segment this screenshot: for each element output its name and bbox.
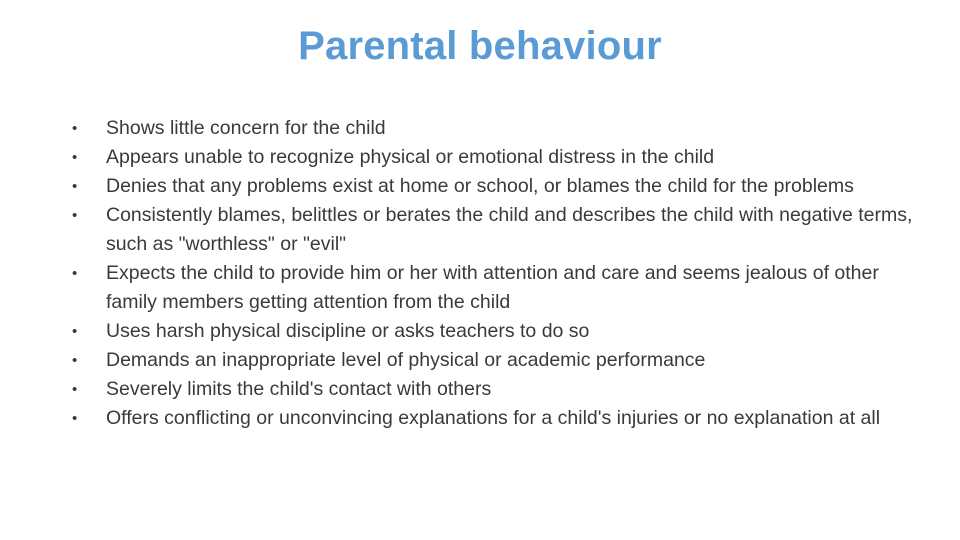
bullet-icon: • — [72, 381, 78, 398]
bullet-text: Expects the child to provide him or her with attention and care and seems jealous of other family members getting attention from the child — [106, 262, 879, 313]
bullet-text: Uses harsh physical discipline or asks teachers to do so — [106, 320, 590, 342]
list-item — [0, 317, 960, 346]
bullet-icon: • — [72, 265, 78, 282]
bullet-icon: • — [72, 323, 78, 340]
bullet-text: Shows little concern for the child — [106, 117, 386, 139]
list-item — [0, 259, 960, 317]
list-item — [0, 201, 960, 259]
list-item — [0, 143, 960, 172]
bullet-icon: • — [72, 207, 78, 224]
bullet-text: Severely limits the child's contact with others — [106, 378, 492, 400]
bullet-text: Offers conflicting or unconvincing explanations for a child's injuries or no explanation at all — [106, 407, 881, 429]
bullet-text: Denies that any problems exist at home or school, or blames the child for the problems — [106, 175, 854, 197]
bullet-icon: • — [72, 352, 78, 369]
bullet-icon: • — [72, 178, 78, 195]
bullet-text: Consistently blames, belittles or berates the child and describes the child with negative terms, such as "worthless" or "evil" — [106, 204, 913, 255]
bullet-list — [0, 114, 960, 433]
bullet-icon: • — [72, 410, 78, 427]
list-item — [0, 172, 960, 201]
list-item — [0, 346, 960, 375]
slide-title: Parental behaviour — [298, 24, 662, 68]
list-item — [0, 404, 960, 433]
list-item — [0, 114, 960, 143]
bullet-text: Demands an inappropriate level of physical or academic performance — [106, 349, 706, 371]
list-item — [0, 375, 960, 404]
bullet-icon: • — [72, 149, 78, 166]
bullet-icon: • — [72, 120, 78, 137]
bullet-text: Appears unable to recognize physical or emotional distress in the child — [106, 146, 715, 168]
